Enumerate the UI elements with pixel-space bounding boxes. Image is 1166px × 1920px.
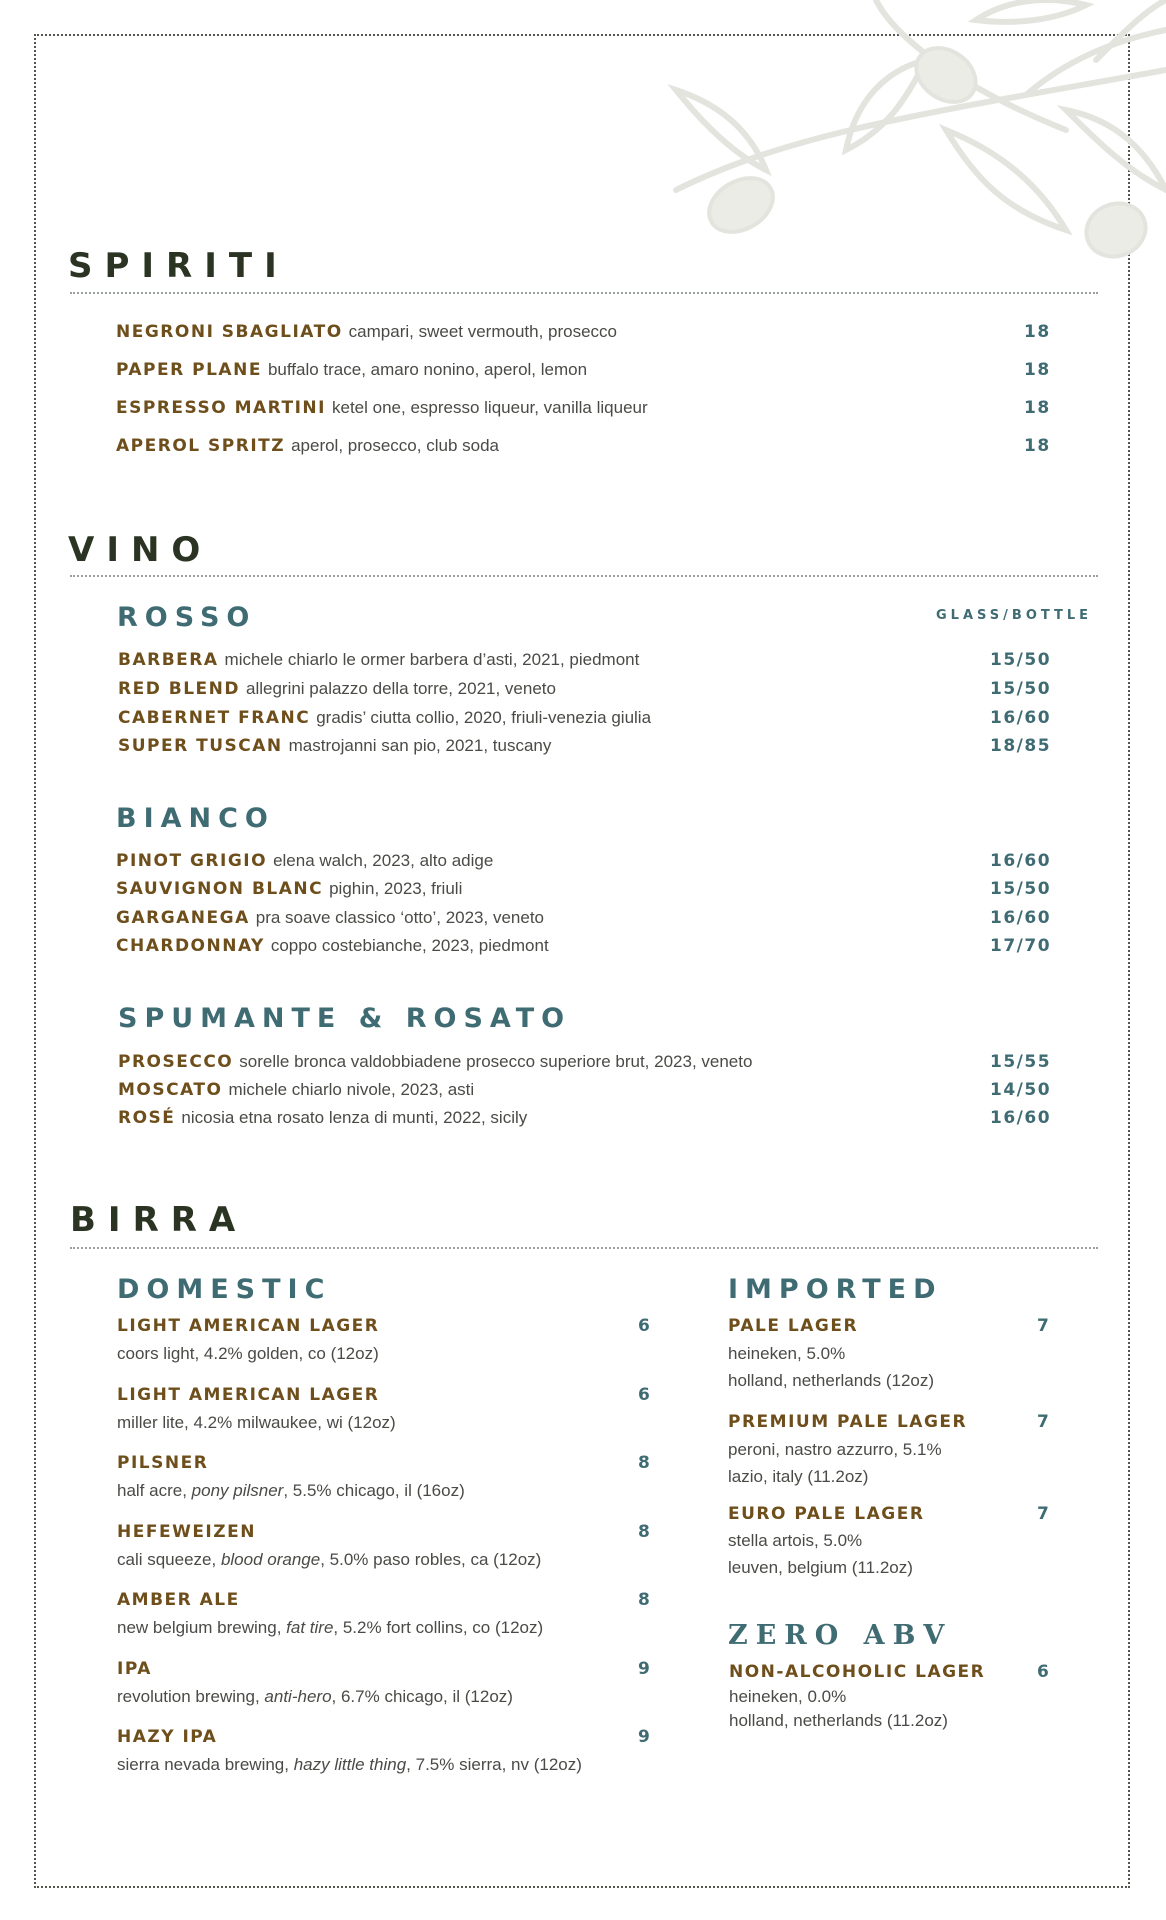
beer-price: 7	[1037, 1316, 1051, 1336]
item-price: 15/50	[990, 650, 1052, 670]
item-price: 16/60	[990, 708, 1052, 728]
section-divider	[70, 575, 1098, 577]
menu-item	[118, 708, 651, 728]
beer-description: revolution brewing, anti-hero, 6.7% chicago, il (12oz)	[117, 1687, 513, 1706]
item-name: ROSÉ	[118, 1108, 176, 1128]
beer-name: EURO PALE LAGER	[728, 1504, 925, 1524]
item-description: mastrojanni san pio, 2021, tuscany	[288, 736, 552, 755]
item-price: 18	[1024, 360, 1051, 380]
beer-origin: holland, netherlands (12oz)	[728, 1371, 935, 1390]
item-name: PAPER PLANE	[116, 360, 262, 380]
menu-item	[118, 1108, 527, 1128]
subsection-title-imported: IMPORTED	[728, 1274, 943, 1305]
beer-price: 9	[638, 1727, 652, 1747]
price-column-header: GLASS/BOTTLE	[936, 608, 1093, 623]
subsection-title-spumante: SPUMANTE & ROSATO	[118, 1003, 572, 1034]
item-description: michele chiarlo nivole, 2023, asti	[228, 1080, 475, 1099]
menu-item	[116, 851, 493, 871]
item-description: pra soave classico ‘otto’, 2023, veneto	[255, 908, 544, 927]
beer-name: PILSNER	[117, 1453, 209, 1473]
item-name: MOSCATO	[118, 1080, 223, 1100]
beer-description: peroni, nastro azzurro, 5.1%	[728, 1440, 942, 1459]
olive-branch-illustration	[646, 0, 1166, 300]
beer-name: NON-ALCOHOLIC LAGER	[729, 1662, 986, 1682]
beer-price: 6	[638, 1385, 652, 1405]
item-name: CABERNET FRANC	[118, 708, 311, 728]
beer-price: 8	[638, 1453, 652, 1473]
subsection-title-rosso: ROSSO	[117, 602, 257, 633]
section-divider	[70, 292, 1098, 294]
section-title-birra: BIRRA	[70, 1200, 248, 1240]
menu-item	[118, 1052, 752, 1072]
item-name: BARBERA	[118, 650, 219, 670]
beer-price: 8	[638, 1522, 652, 1542]
item-price: 15/50	[990, 679, 1052, 699]
item-name: NEGRONI SBAGLIATO	[116, 322, 343, 342]
menu-item	[116, 436, 499, 456]
beer-price: 6	[1037, 1662, 1051, 1682]
section-title-spiriti: SPIRITI	[68, 246, 289, 286]
beer-origin: leuven, belgium (11.2oz)	[728, 1558, 913, 1577]
beer-description: sierra nevada brewing, hazy little thing, 7.5% sierra, nv (12oz)	[117, 1755, 582, 1774]
item-price: 18	[1024, 436, 1051, 456]
menu-item	[116, 908, 544, 928]
menu-item	[116, 360, 587, 380]
item-description: michele chiarlo le ormer barbera d’asti, 2021, piedmont	[224, 650, 640, 669]
item-name: SUPER TUSCAN	[118, 736, 283, 756]
item-price: 15/55	[990, 1052, 1052, 1072]
beer-origin: holland, netherlands (11.2oz)	[729, 1711, 948, 1730]
item-name: SAUVIGNON BLANC	[116, 879, 324, 899]
item-name: GARGANEGA	[116, 908, 250, 928]
item-name: PROSECCO	[118, 1052, 234, 1072]
menu-item	[116, 879, 462, 899]
item-description: pighin, 2023, friuli	[329, 879, 463, 898]
beer-price: 7	[1037, 1412, 1051, 1432]
beer-price: 6	[638, 1316, 652, 1336]
beer-description: miller lite, 4.2% milwaukee, wi (12oz)	[117, 1413, 396, 1432]
beer-name: LIGHT AMERICAN LAGER	[117, 1316, 380, 1336]
menu-item	[116, 936, 549, 956]
beer-description: coors light, 4.2% golden, co (12oz)	[117, 1344, 379, 1363]
beer-name: LIGHT AMERICAN LAGER	[117, 1385, 380, 1405]
item-description: campari, sweet vermouth, prosecco	[348, 322, 618, 341]
item-name: CHARDONNAY	[116, 936, 265, 956]
beer-name: HEFEWEIZEN	[117, 1522, 256, 1542]
item-description: coppo costebianche, 2023, piedmont	[270, 936, 549, 955]
menu-item	[118, 736, 551, 756]
beer-name: AMBER ALE	[117, 1590, 240, 1610]
menu-item	[116, 322, 617, 342]
beer-price: 8	[638, 1590, 652, 1610]
beer-name: PREMIUM PALE LAGER	[728, 1412, 968, 1432]
menu-item	[116, 398, 648, 418]
beer-origin: lazio, italy (11.2oz)	[728, 1467, 869, 1486]
item-description: sorelle bronca valdobbiadene prosecco superiore brut, 2023, veneto	[239, 1052, 753, 1071]
item-description: aperol, prosecco, club soda	[291, 436, 499, 455]
item-description: elena walch, 2023, alto adige	[273, 851, 494, 870]
beer-description: heineken, 5.0%	[728, 1344, 846, 1363]
item-description: buffalo trace, amaro nonino, aperol, lemon	[267, 360, 588, 379]
item-price: 18/85	[990, 736, 1052, 756]
item-price: 15/50	[990, 879, 1052, 899]
item-price: 17/70	[990, 936, 1052, 956]
menu-item	[118, 650, 639, 670]
subsection-title-zero-abv: ZERO ABV	[728, 1620, 953, 1651]
beer-description: half acre, pony pilsner, 5.5% chicago, il (16oz)	[117, 1481, 465, 1500]
item-price: 18	[1024, 322, 1051, 342]
item-name: PINOT GRIGIO	[116, 851, 268, 871]
beer-name: IPA	[117, 1659, 152, 1679]
item-price: 18	[1024, 398, 1051, 418]
beer-name: HAZY IPA	[117, 1727, 218, 1747]
item-name: APEROL SPRITZ	[116, 436, 286, 456]
item-description: ketel one, espresso liqueur, vanilla liqueur	[332, 398, 648, 417]
beer-description: stella artois, 5.0%	[728, 1531, 863, 1550]
item-price: 16/60	[990, 851, 1052, 871]
item-description: nicosia etna rosato lenza di munti, 2022, sicily	[181, 1108, 528, 1127]
menu-item	[118, 1080, 474, 1100]
subsection-title-domestic: DOMESTIC	[117, 1274, 332, 1305]
beer-price: 7	[1037, 1504, 1051, 1524]
beer-description: heineken, 0.0%	[729, 1687, 847, 1706]
beer-price: 9	[638, 1659, 652, 1679]
item-name: RED BLEND	[118, 679, 240, 699]
beer-description: new belgium brewing, fat tire, 5.2% fort collins, co (12oz)	[117, 1618, 544, 1637]
subsection-title-bianco: BIANCO	[116, 803, 275, 834]
item-name: ESPRESSO MARTINI	[116, 398, 326, 418]
item-price: 14/50	[990, 1080, 1052, 1100]
section-title-vino: VINO	[68, 530, 213, 570]
beer-description: cali squeeze, blood orange, 5.0% paso robles, ca (12oz)	[117, 1550, 542, 1569]
menu-item	[118, 679, 556, 699]
section-divider	[70, 1247, 1098, 1249]
item-description: gradis’ ciutta collio, 2020, friuli-venezia giulia	[316, 708, 652, 727]
item-price: 16/60	[990, 908, 1052, 928]
item-description: allegrini palazzo della torre, 2021, veneto	[245, 679, 556, 698]
item-price: 16/60	[990, 1108, 1052, 1128]
beer-name: PALE LAGER	[728, 1316, 859, 1336]
